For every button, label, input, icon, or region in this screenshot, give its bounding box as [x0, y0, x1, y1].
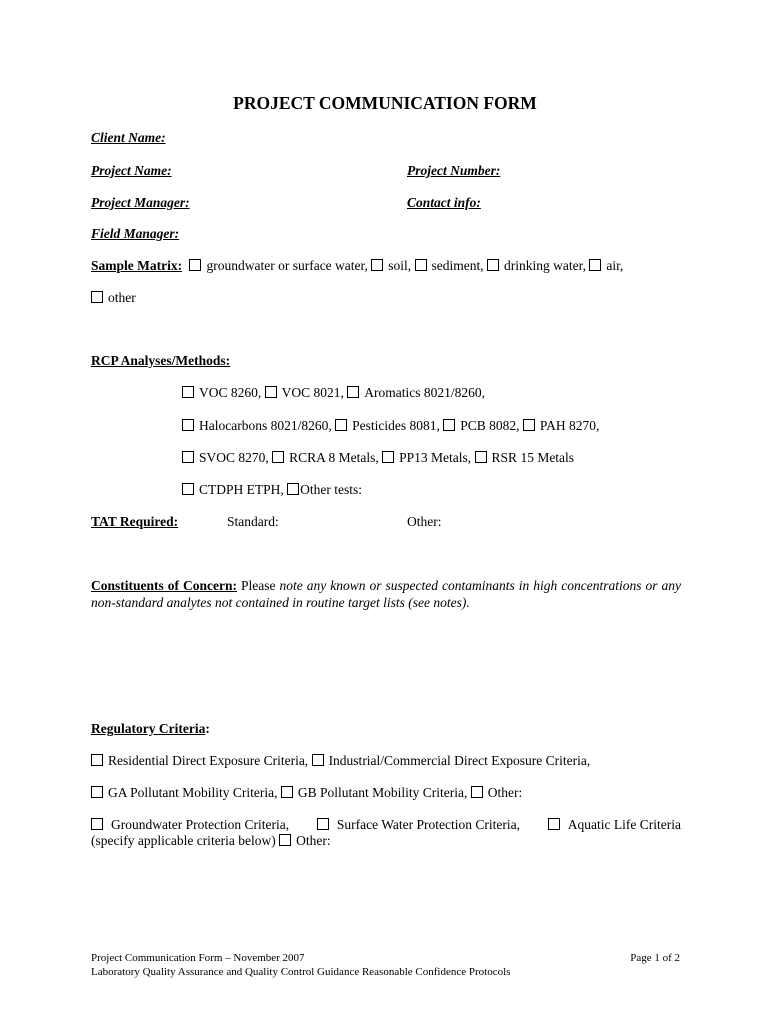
drinking-water-checkbox[interactable]: [487, 259, 499, 271]
svoc-option: SVOC 8270,: [199, 450, 269, 465]
project-number-label: Project Number:: [407, 163, 501, 178]
footer-line-1: Project Communication Form – November 2007: [91, 952, 305, 964]
halocarbons-option: Halocarbons 8021/8260,: [199, 418, 332, 433]
industrial-option: Industrial/Commercial Direct Exposure Criteria,: [328, 753, 591, 768]
specify-other-option: Other:: [296, 833, 331, 848]
soil-option: soil,: [388, 258, 412, 273]
ctdph-option: CTDPH ETPH,: [199, 482, 284, 497]
voc-8021-option: VOC 8021,: [281, 385, 344, 400]
pp13-checkbox[interactable]: [382, 451, 394, 463]
tat-other: Other:: [407, 514, 442, 529]
air-checkbox[interactable]: [589, 259, 601, 271]
residential-option: Residential Direct Exposure Criteria,: [108, 753, 309, 768]
page-number: Page 1 of 2: [630, 952, 680, 964]
pah-option: PAH 8270,: [539, 418, 600, 433]
pcb-checkbox[interactable]: [443, 419, 455, 431]
regulatory-row-3: [91, 817, 681, 833]
sediment-checkbox[interactable]: [415, 259, 427, 271]
groundwater-option: groundwater or surface water,: [206, 258, 368, 273]
air-option: air,: [606, 258, 624, 273]
rcp-row-1: [182, 385, 485, 401]
aquatic-life-option: Aquatic Life Criteria: [567, 817, 681, 832]
aquatic-life-checkbox[interactable]: [548, 818, 560, 830]
regulatory-row-2: [91, 785, 522, 801]
regulatory-other-checkbox[interactable]: [471, 786, 483, 798]
svoc-checkbox[interactable]: [182, 451, 194, 463]
surface-water-protection-option: Surface Water Protection Criteria,: [336, 817, 520, 832]
rcp-row-2: [182, 418, 599, 434]
client-name-label: Client Name:: [91, 130, 166, 145]
pp13-option: PP13 Metals,: [399, 450, 472, 465]
project-manager-label: Project Manager:: [91, 195, 190, 210]
constituents-please: Please: [241, 578, 276, 593]
aromatics-option: Aromatics 8021/8260,: [364, 385, 486, 400]
rcp-label: RCP Analyses/Methods:: [91, 353, 231, 368]
regulatory-colon: :: [205, 721, 210, 736]
constituents-note: note any known or suspected contaminants in high concentrations or any non-standard analytes not contained in routine target lists (see notes).: [91, 578, 682, 610]
constituents-label: Constituents of Concern:: [91, 578, 237, 593]
aromatics-checkbox[interactable]: [347, 386, 359, 398]
footer-line-2: Laboratory Quality Assurance and Quality Control Guidance Reasonable Confidence Protocols: [91, 966, 511, 978]
other-tests-option: Other tests:: [300, 482, 363, 497]
project-name-label: Project Name:: [91, 163, 172, 178]
drinking-water-option: drinking water,: [504, 258, 586, 273]
pcb-option: PCB 8082,: [460, 418, 520, 433]
groundwater-protection-option: Groundwater Protection Criteria,: [111, 817, 290, 832]
voc-8021-checkbox[interactable]: [265, 386, 277, 398]
specify-other-checkbox[interactable]: [279, 834, 291, 846]
rcp-row-4: [182, 482, 362, 498]
regulatory-row-1: [91, 753, 590, 769]
ga-mobility-option: GA Pollutant Mobility Criteria,: [108, 785, 278, 800]
regulatory-label: Regulatory Criteria: [91, 721, 206, 736]
regulatory-row-4: [91, 833, 331, 849]
contact-info-label: Contact info:: [407, 195, 481, 210]
tat-label: TAT Required:: [91, 514, 179, 529]
tat-standard: Standard:: [227, 514, 279, 529]
rcra-checkbox[interactable]: [272, 451, 284, 463]
pah-checkbox[interactable]: [523, 419, 535, 431]
specify-criteria-text: (specify applicable criteria below): [91, 833, 276, 848]
surface-water-protection-checkbox[interactable]: [317, 818, 329, 830]
other-tests-checkbox[interactable]: [287, 483, 299, 495]
sample-matrix-label: Sample Matrix:: [91, 258, 183, 273]
ctdph-checkbox[interactable]: [182, 483, 194, 495]
gb-mobility-checkbox[interactable]: [281, 786, 293, 798]
ga-mobility-checkbox[interactable]: [91, 786, 103, 798]
page-title: PROJECT COMMUNICATION FORM: [233, 93, 537, 113]
regulatory-other-option: Other:: [487, 785, 523, 800]
gb-mobility-option: GB Pollutant Mobility Criteria,: [297, 785, 468, 800]
rsr15-checkbox[interactable]: [475, 451, 487, 463]
rsr15-option: RSR 15 Metals: [491, 450, 575, 465]
field-manager-label: Field Manager:: [91, 226, 180, 241]
soil-checkbox[interactable]: [371, 259, 383, 271]
pesticides-checkbox[interactable]: [335, 419, 347, 431]
residential-checkbox[interactable]: [91, 754, 103, 766]
groundwater-checkbox[interactable]: [189, 259, 201, 271]
pesticides-option: Pesticides 8081,: [352, 418, 440, 433]
rcp-row-3: [182, 450, 574, 466]
constituents-paragraph: [91, 577, 681, 611]
voc-8260-option: VOC 8260,: [199, 385, 262, 400]
other-matrix-checkbox[interactable]: [91, 291, 103, 303]
sample-matrix-other-row: [91, 290, 136, 306]
rcra-option: RCRA 8 Metals,: [289, 450, 379, 465]
regulatory-heading: [91, 721, 210, 737]
sediment-option: sediment,: [431, 258, 484, 273]
other-matrix-option: other: [108, 290, 136, 305]
industrial-checkbox[interactable]: [312, 754, 324, 766]
sample-matrix-row: [91, 258, 623, 274]
voc-8260-checkbox[interactable]: [182, 386, 194, 398]
groundwater-protection-checkbox[interactable]: [91, 818, 103, 830]
halocarbons-checkbox[interactable]: [182, 419, 194, 431]
